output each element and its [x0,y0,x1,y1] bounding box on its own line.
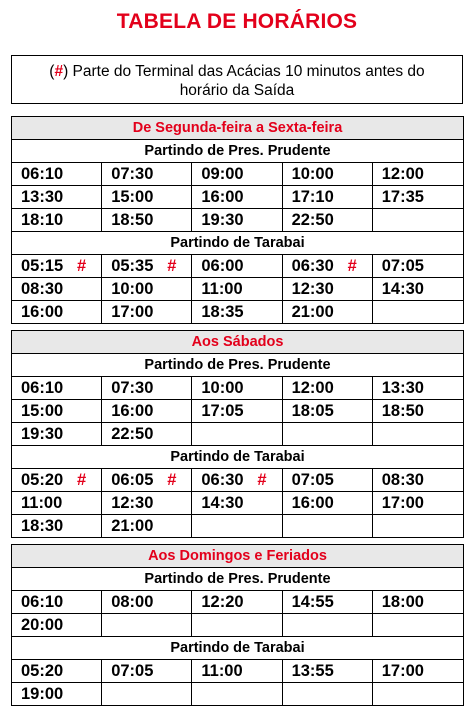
departure-origin-header: Partindo de Tarabai [12,232,463,255]
table-row [12,400,463,423]
departure-time: 12:30 [291,280,334,298]
departure-time: 07:30 [111,165,154,183]
departure-time: 07:05 [111,662,154,680]
time-cell [12,515,102,537]
departure-time: 18:30 [21,517,64,535]
departure-time: 06:30 [291,257,334,275]
time-cell [102,377,192,399]
hash-marker: # [257,471,267,489]
table-row [12,614,463,637]
departure-time: 15:00 [21,402,64,420]
departure-time: 10:00 [291,165,334,183]
departure-time: 16:00 [21,303,64,321]
time-cell [373,400,463,422]
departure-time: 17:35 [381,188,424,206]
schedule-section [11,544,464,706]
departure-time: 21:00 [291,303,334,321]
time-cell [373,492,463,514]
departure-time: 21:00 [111,517,154,535]
time-cell [12,660,102,682]
time-cell [192,515,282,537]
time-cell [192,209,282,231]
time-cell [12,278,102,300]
section-title: Aos Sábados [12,331,463,354]
departure-time: 11:00 [201,662,243,680]
departure-time: 19:30 [21,425,64,443]
time-cell [283,515,373,537]
departure-time: 12:00 [291,379,334,397]
schedule-section [11,330,464,538]
time-cell [102,301,192,323]
note-text-line2: horário da Saída [179,82,295,99]
time-cell [12,209,102,231]
departure-time: 17:05 [201,402,244,420]
departure-time: 22:50 [111,425,154,443]
table-row [12,492,463,515]
departure-time: 12:20 [201,593,244,611]
time-cell [373,163,463,185]
departure-origin-header: Partindo de Pres. Prudente [12,140,463,163]
departure-time: 16:00 [291,494,334,512]
time-cell [192,660,282,682]
departure-time: 19:00 [21,685,64,703]
time-cell [373,255,463,277]
time-cell [102,492,192,514]
departure-time: 22:50 [291,211,334,229]
departure-time: 08:30 [21,280,64,298]
time-cell [373,377,463,399]
time-cell [283,209,373,231]
time-cell [283,278,373,300]
time-cell [12,469,102,491]
section-title: Aos Domingos e Feriados [12,545,463,568]
departure-origin-header: Partindo de Pres. Prudente [12,354,463,377]
table-row [12,186,463,209]
departure-time: 08:00 [111,593,154,611]
time-cell [12,591,102,613]
departure-time: 06:10 [21,379,64,397]
note-text: ) Parte do Terminal das Acácias 10 minutos antes do [63,63,425,80]
time-cell [102,423,192,445]
time-cell [373,591,463,613]
table-row [12,423,463,446]
hash-marker: # [167,257,177,275]
time-cell [192,400,282,422]
time-cell [12,255,102,277]
time-cell [373,186,463,208]
time-cell [102,515,192,537]
departure-time: 16:00 [111,402,154,420]
departure-time: 14:30 [381,280,424,298]
time-cell [192,423,282,445]
time-cell [102,400,192,422]
note-box [11,55,463,104]
time-cell [192,683,282,705]
departure-time: 10:00 [111,280,154,298]
time-cell [12,186,102,208]
section-title: De Segunda-feira a Sexta-feira [12,117,463,140]
departure-time: 05:35 [111,257,154,275]
time-cell [192,278,282,300]
departure-time: 15:00 [111,188,154,206]
time-cell [283,377,373,399]
departure-time: 14:30 [201,494,244,512]
time-cell [102,614,192,636]
departure-time: 11:00 [21,494,63,512]
departure-time: 10:00 [201,379,244,397]
time-cell [102,186,192,208]
departure-time: 12:30 [111,494,154,512]
note-open: ( [49,63,55,80]
time-cell [102,209,192,231]
departure-time: 05:20 [21,662,64,680]
departure-origin-header: Partindo de Tarabai [12,446,463,469]
time-cell [102,255,192,277]
time-cell [12,423,102,445]
departure-time: 07:30 [111,379,154,397]
departure-origin-header: Partindo de Tarabai [12,637,463,660]
hash-marker: # [77,257,87,275]
departure-time: 19:30 [201,211,244,229]
hash-marker: # [167,471,177,489]
schedule-section [11,116,464,324]
time-cell [283,186,373,208]
time-cell [102,683,192,705]
time-cell [192,591,282,613]
hash-marker: # [347,257,357,275]
time-cell [373,683,463,705]
time-cell [283,423,373,445]
time-cell [283,614,373,636]
departure-time: 07:05 [291,471,334,489]
departure-time: 06:30 [201,471,244,489]
time-cell [102,469,192,491]
departure-time: 18:35 [201,303,244,321]
time-cell [192,301,282,323]
table-row [12,515,463,537]
table-row [12,278,463,301]
departure-time: 18:10 [21,211,64,229]
time-cell [283,683,373,705]
time-cell [192,492,282,514]
departure-time: 09:00 [201,165,244,183]
departure-time: 13:30 [21,188,64,206]
table-row [12,660,463,683]
table-row [12,301,463,323]
table-row [12,209,463,232]
time-cell [283,591,373,613]
time-cell [283,492,373,514]
time-cell [283,255,373,277]
departure-time: 06:05 [111,471,154,489]
time-cell [12,683,102,705]
time-cell [12,301,102,323]
time-cell [192,186,282,208]
departure-time: 16:00 [201,188,244,206]
departure-time: 08:30 [381,471,424,489]
time-cell [12,492,102,514]
departure-time: 07:05 [381,257,424,275]
departure-time: 17:00 [111,303,154,321]
departure-origin-header: Partindo de Pres. Prudente [12,568,463,591]
time-cell [373,301,463,323]
hash-marker: # [77,471,87,489]
time-cell [283,301,373,323]
time-cell [12,400,102,422]
departure-time: 14:55 [291,593,334,611]
table-row [12,163,463,186]
departure-time: 13:30 [381,379,424,397]
time-cell [192,163,282,185]
departure-time: 17:00 [381,494,424,512]
departure-time: 17:00 [381,662,424,680]
departure-time: 06:10 [21,593,64,611]
time-cell [373,209,463,231]
time-cell [192,255,282,277]
departure-time: 18:50 [381,402,424,420]
time-cell [283,469,373,491]
time-cell [12,614,102,636]
table-row [12,469,463,492]
departure-time: 17:10 [291,188,334,206]
time-cell [283,660,373,682]
departure-time: 12:00 [381,165,424,183]
time-cell [283,400,373,422]
table-row [12,591,463,614]
hash-marker: # [54,63,64,80]
table-row [12,683,463,705]
time-cell [373,614,463,636]
time-cell [283,163,373,185]
time-cell [373,469,463,491]
time-cell [373,515,463,537]
table-row [12,255,463,278]
time-cell [102,591,192,613]
departure-time: 05:20 [21,471,64,489]
time-cell [102,163,192,185]
time-cell [192,469,282,491]
time-cell [373,278,463,300]
page-title: TABELA DE HORÁRIOS [116,10,358,33]
departure-time: 18:50 [111,211,154,229]
time-cell [12,377,102,399]
time-cell [192,614,282,636]
departure-time: 20:00 [21,616,64,634]
time-cell [102,660,192,682]
departure-time: 06:10 [21,165,64,183]
table-row [12,377,463,400]
departure-time: 11:00 [201,280,243,298]
time-cell [373,423,463,445]
time-cell [373,660,463,682]
time-cell [12,163,102,185]
departure-time: 05:15 [21,257,64,275]
time-cell [102,278,192,300]
departure-time: 13:55 [291,662,334,680]
departure-time: 06:00 [201,257,244,275]
departure-time: 18:05 [291,402,334,420]
departure-time: 18:00 [381,593,424,611]
time-cell [192,377,282,399]
